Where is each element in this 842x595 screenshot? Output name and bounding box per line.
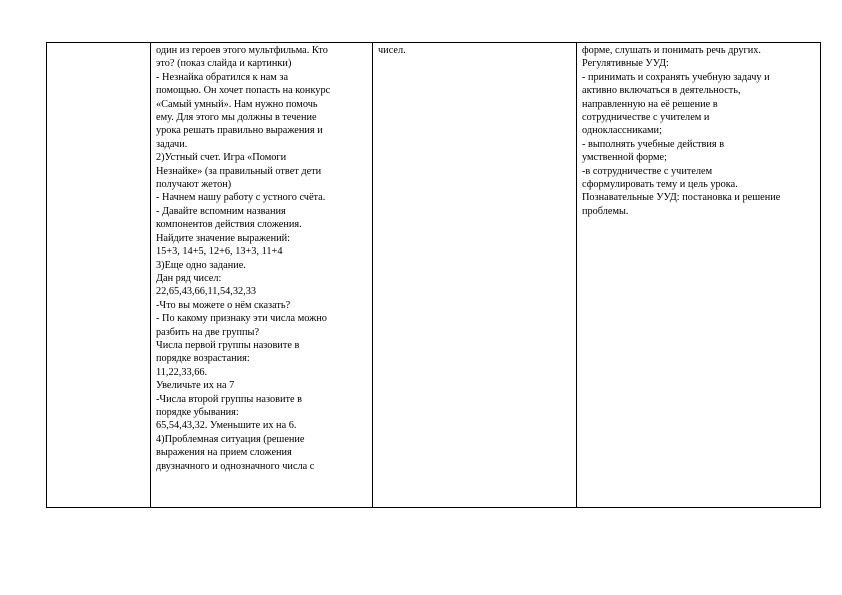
text-line: 15+3, 14+5, 12+6, 13+3, 11+4 (156, 246, 283, 258)
text-line: Регулятивные УУД: (582, 58, 669, 70)
lesson-plan-table (46, 42, 821, 508)
text-line: Незнайке» (за правильный ответ дети (156, 165, 322, 177)
stage-column-cell (47, 43, 151, 508)
text-line: Увеличьте их на 7 (156, 380, 235, 392)
text-line: выражения на прием сложения (156, 447, 292, 459)
text-line: 3)Еще одно задание. (156, 259, 246, 271)
text-line: чисел. (378, 45, 406, 56)
text-line: 22,65,43,66,11,54,32,33 (156, 286, 257, 298)
text-line: активно включаться в деятельность, (582, 85, 741, 97)
text-line: ему. Для этого мы должны в течение (156, 112, 317, 124)
text-line: порядке убывания: (156, 406, 239, 418)
text-line: Познавательные УУД: постановка и решение (582, 192, 781, 204)
text-line: -Числа второй группы назовите в (156, 393, 302, 405)
text-line: один из героев этого мультфильма. Кто (156, 45, 328, 56)
text-line: форме, слушать и понимать речь других. (582, 45, 761, 56)
text-line: Дан ряд чисел: (156, 272, 222, 284)
text-line: это? (показ слайда и картинки) (156, 58, 292, 70)
text-line: 11,22,33,66. (156, 366, 208, 378)
text-line: - По какому признаку эти числа можно (156, 313, 327, 325)
text-line: задачи. (156, 138, 188, 150)
text-line: - принимать и сохранять учебную задачу и (582, 71, 770, 83)
text-line: - Начнем нашу работу с устного счёта. (156, 192, 326, 204)
teacher-activity-cell (151, 43, 373, 508)
text-line: -Что вы можете о нём сказать? (156, 299, 291, 311)
table-row (47, 43, 821, 508)
text-line: порядке возрастания: (156, 353, 250, 365)
text-line: компонентов действия сложения. (156, 219, 302, 231)
text-line: двузначного и однозначного числа с (156, 460, 315, 472)
text-line: одноклассниками; (582, 125, 662, 137)
text-line: «Самый умный». Нам нужно помочь (156, 98, 318, 110)
text-line: 2)Устный счет. Игра «Помоги (156, 152, 287, 164)
text-line: Найдите значение выражений: (156, 232, 291, 244)
text-line: Числа первой группы назовите в (156, 339, 300, 351)
text-line: 4)Проблемная ситуация (решение (156, 433, 305, 445)
text-line: - Незнайка обратился к нам за (156, 71, 289, 83)
text-line: -в сотрудничестве с учителем (582, 165, 713, 177)
text-line: умственной форме; (582, 152, 667, 164)
text-line: направленную на её решение в (582, 98, 718, 110)
text-line: - Давайте вспомним названия (156, 205, 286, 217)
text-line: сотрудничестве с учителем и (582, 112, 710, 124)
text-line: разбить на две группы? (156, 326, 260, 338)
text-line: помощью. Он хочет попасть на конкурс (156, 85, 331, 97)
text-line: проблемы. (582, 205, 629, 217)
learning-outcomes-cell (577, 43, 821, 508)
text-line: урока решать правильно выражения и (156, 125, 323, 137)
text-line: - выполнять учебные действия в (582, 138, 725, 150)
text-line: получают жетон) (156, 179, 232, 191)
student-activity-cell (373, 43, 577, 508)
text-line: 65,54,43,32. Уменьшите их на 6. (156, 420, 297, 432)
text-line: сформулировать тему и цель урока. (582, 179, 738, 191)
